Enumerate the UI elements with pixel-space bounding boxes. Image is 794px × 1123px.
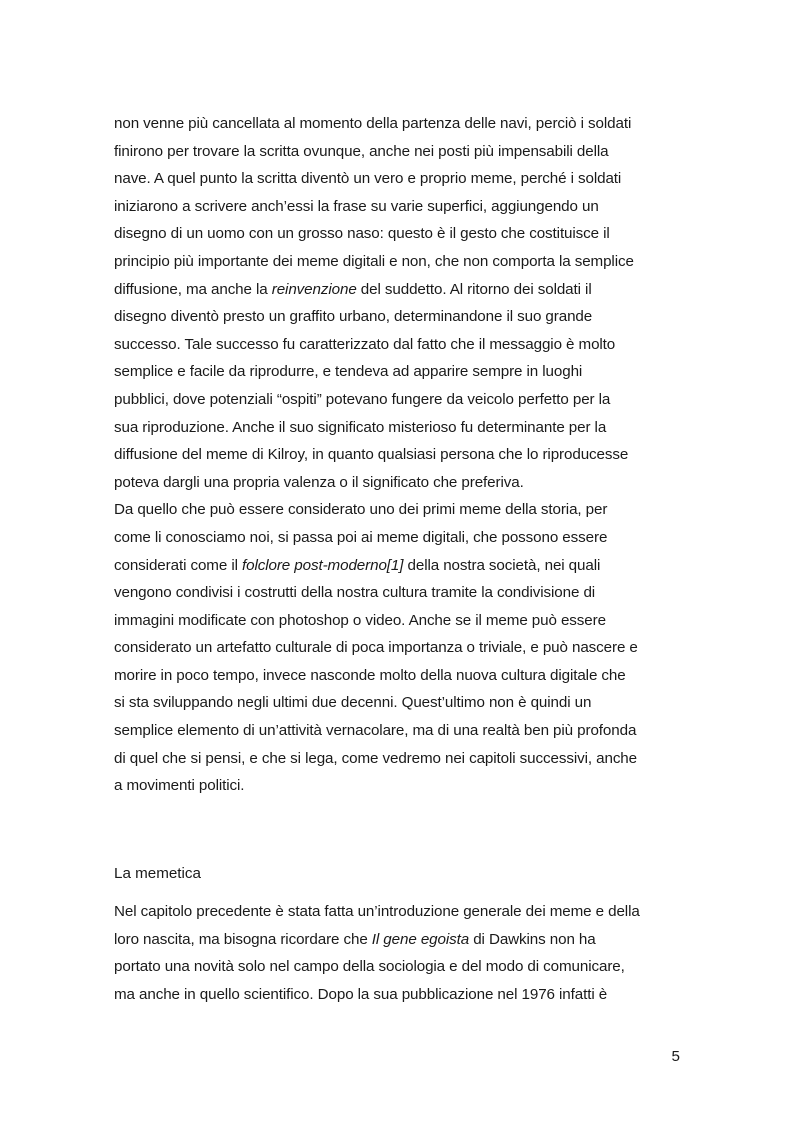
text-line: Da quello che può essere considerato uno dei primi meme della storia, per	[114, 501, 608, 519]
body-paragraphs	[114, 110, 684, 800]
text-line: semplice elemento di un’attività vernacolare, ma di una realtà ben più profonda	[114, 722, 637, 740]
text-line: considerato un artefatto culturale di poca importanza o triviale, e può nascere e	[114, 639, 638, 657]
text-line: morire in poco tempo, invece nasconde molto della nuova cultura digitale che	[114, 666, 626, 684]
text-run: loro nascita, ma bisogna ricordare che	[114, 930, 372, 948]
text-line: si sta sviluppando negli ultimi due decenni. Quest’ultimo non è quindi un	[114, 694, 592, 712]
text-line: disegno diventò presto un graffito urbano, determinandone il suo grande	[114, 308, 593, 326]
italic-term: reinvenzione	[271, 280, 357, 298]
text-line: a movimenti politici.	[114, 777, 245, 795]
text-run: di Dawkins non ha	[469, 930, 596, 948]
text-run: del suddetto. Al ritorno dei soldati il	[356, 280, 592, 298]
text-line: di quel che si pensi, e che si lega, come vedremo nei capitoli successivi, anche	[114, 749, 637, 767]
text-line: principio più importante dei meme digitali e non, che non comporta la semplice	[114, 252, 634, 270]
text-run: della nostra società, nei quali	[403, 556, 601, 574]
text-run: considerati come il	[114, 556, 242, 574]
text-line: non venne più cancellata al momento della partenza delle navi, perciò i soldati	[114, 115, 632, 132]
text-line: poteva dargli una propria valenza o il significato che preferiva.	[114, 473, 524, 491]
text-line: successo. Tale successo fu caratterizzato dal fatto che il messaggio è molto	[114, 335, 616, 353]
text-line	[114, 926, 684, 954]
text-line	[114, 552, 684, 580]
section-heading: La memetica	[114, 865, 201, 882]
text-line: vengono condivisi i costrutti della nostra cultura tramite la condivisione di	[114, 584, 596, 602]
text-line	[114, 276, 684, 304]
text-line: semplice e facile da riprodurre, e tendeva ad apparire sempre in luoghi	[114, 363, 583, 381]
page-number: 5	[671, 1048, 680, 1065]
body-paragraph-memetica	[114, 898, 684, 1008]
text-line: diffusione del meme di Kilroy, in quanto qualsiasi persona che lo riproducesse	[114, 446, 629, 464]
italic-book-title: Il gene egoista	[371, 930, 470, 948]
text-line: iniziarono a scrivere anch’essi la frase su varie superfici, aggiungendo un	[114, 197, 599, 215]
text-line: nave. A quel punto la scritta diventò un vero e proprio meme, perché i soldati	[114, 170, 622, 188]
text-line: immagini modificate con photoshop o video. Anche se il meme può essere	[114, 611, 606, 629]
text-run: diffusione, ma anche la	[114, 280, 272, 298]
text-line: ma anche in quello scientifico. Dopo la sua pubblicazione nel 1976 infatti è	[114, 985, 608, 1003]
text-line: pubblici, dove potenziali “ospiti” potevano fungere da veicolo perfetto per la	[114, 390, 611, 408]
text-line: disegno di un uomo con un grosso naso: questo è il gesto che costituisce il	[114, 225, 610, 243]
text-line: come li conosciamo noi, si passa poi ai meme digitali, che possono essere	[114, 528, 608, 546]
text-line: sua riproduzione. Anche il suo significato misterioso fu determinante per la	[114, 418, 607, 436]
text-line: Nel capitolo precedente è stata fatta un’introduzione generale dei meme e della	[114, 903, 640, 920]
text-line: finirono per trovare la scritta ovunque, anche nei posti più impensabili della	[114, 142, 609, 160]
italic-term: folclore post-moderno[1]	[242, 556, 404, 574]
text-line: portato una novità solo nel campo della sociologia e del modo di comunicare,	[114, 958, 625, 976]
